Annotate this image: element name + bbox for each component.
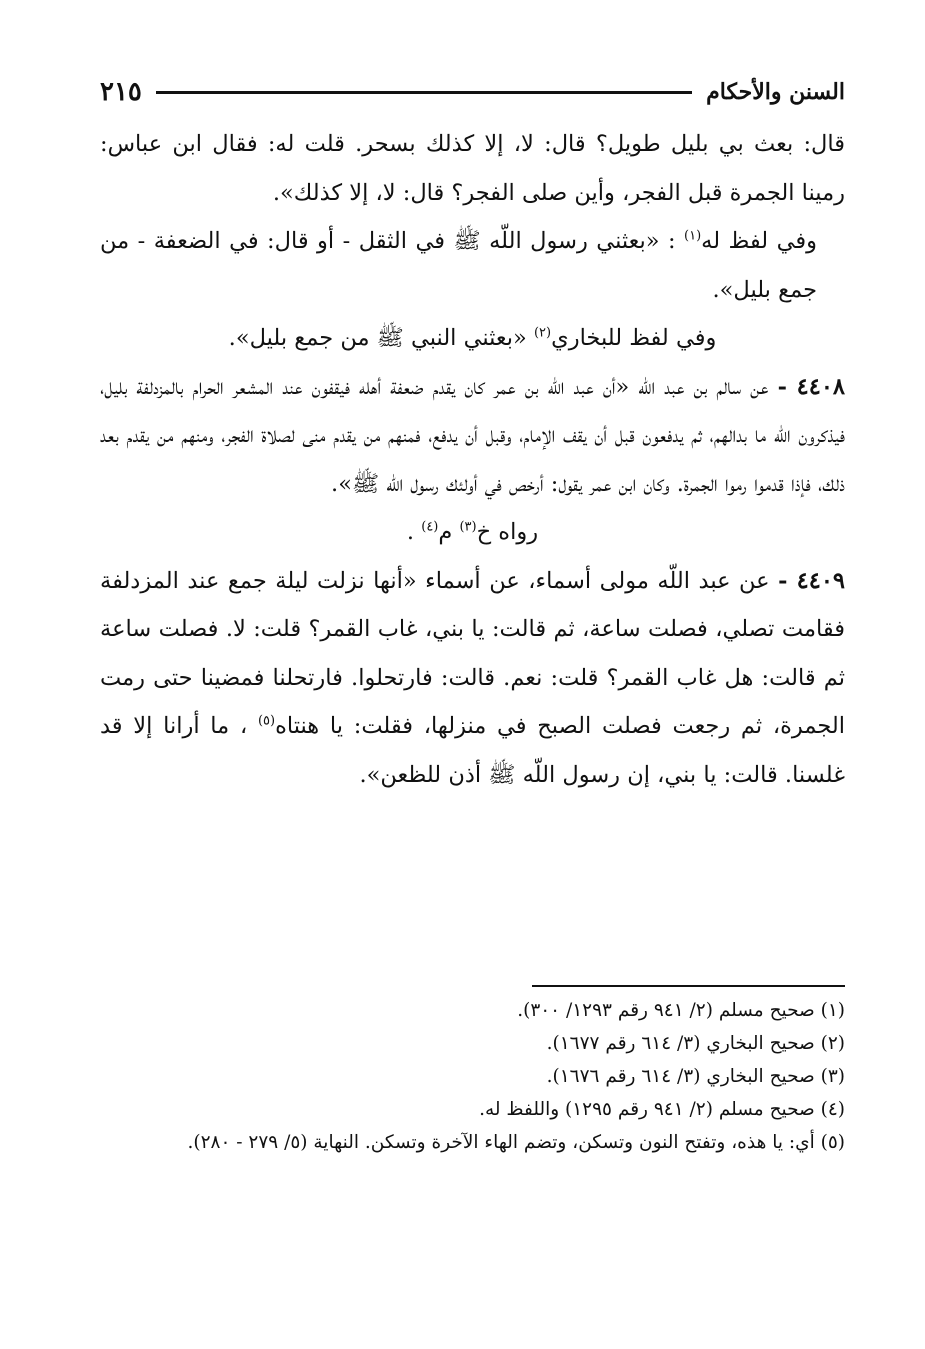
hadith-4409 (100, 557, 845, 800)
footnote-ref-1: (١) (684, 228, 702, 244)
hadith-text: عن عبد اللّه مولى أسماء، عن أسماء «أنها نزلت ليلة جمع عند المزدلفة فقامت تصلي، فصلت ساعة، ثم قالت: يا بني، غاب القمر؟ قلت: لا. فصلت ساعة ثم قالت: هل غاب القمر؟ قلت: نعم. قالت: فارتحلوا. فارتحلنا فمضينا حتى رمت الجمرة، ثم رجعت فصلت الصبح في منزلها، فقلت: يا هنتاه (100, 567, 845, 739)
footnote-ref-2: (٢) (533, 325, 552, 341)
footnote-ref-3: (٣) (459, 519, 477, 535)
header-rule (156, 91, 692, 94)
footnote-3: (٣) صحيح البخاري (٣/ ٦١٤ رقم ١٦٧٦). (546, 1066, 845, 1087)
footnote-1: (١) صحيح مسلم (٢/ ٩٤١ رقم ١٢٩٣/ ٣٠٠). (517, 1000, 845, 1021)
running-title: السنن والأحكام (706, 79, 845, 105)
hadith-text: عن سالم بن عبد اللّه «أن عبد اللّه بن عمر كان يقدم ضعفة أهله فيقفون عند المشعر الحرام بالمزدلفة بليل، فيذكرون اللّه ما بدالهم، ثم يدفعون قبل أن يقف الإمام، وقبل أن يدفع، فمنهم من يقدم منى لصلاة الفجر، ومنهم من يقدم بعد ذلك، فإذا قدموا رموا الجمرة. وكان ابن عمر يقول: أرخص في أولئك رسول اللّه ﷺ». (100, 373, 845, 497)
source-text: رواه خ (476, 519, 539, 545)
footnotes (100, 994, 845, 1159)
variant-intro: وفي لفظ للبخاري (551, 325, 717, 351)
hadith-text: ، ما أرانا إلا قد غلسنا. قالت: يا بني، إن رسول اللّه ﷺ أذن للظعن». (100, 713, 845, 788)
footnote-5: (٥) أي: يا هذه، وتفتح النون وتسكن، وتضم الهاء الآخرة وتسكن. النهاية (٥/ ٢٧٩ - ٢٨٠). (187, 1132, 845, 1153)
hadith-4408 (100, 363, 845, 509)
variant-intro: وفي لفظ له (701, 228, 817, 254)
footnote-4: (٤) صحيح مسلم (٢/ ٩٤١ رقم ١٢٩٥) واللفظ له. (479, 1099, 845, 1120)
source-text: م (438, 519, 460, 545)
footnote-ref-5: (٥) (257, 713, 276, 729)
variant-text: : «بعثني رسول اللّه ﷺ في الثقل - أو قال: في الضعفة - من جمع بليل». (100, 228, 817, 303)
hadith-4408-source (100, 508, 845, 557)
footnote-2: (٢) صحيح البخاري (٣/ ٦١٤ رقم ١٦٧٧). (546, 1033, 845, 1054)
paragraph-variant-muslim (100, 217, 845, 314)
footnote-separator (532, 985, 845, 987)
main-text (100, 120, 845, 799)
paragraph-continuation: قال: بعث بي بليل طويل؟ قال: لا، إلا كذلك بسحر. قلت له: فقال ابن عباس: رمينا الجمرة قبل الفجر، وأين صلى الفجر؟ قال: لا، إلا كذلك». (100, 131, 845, 206)
variant-text: «بعثني النبي ﷺ من جمع بليل». (228, 325, 534, 351)
source-text: . (406, 519, 422, 545)
footnote-ref-4: (٤) (421, 519, 439, 535)
hadith-number: ٤٤٠٩ - (778, 567, 846, 594)
page-number: ٢١٥ (100, 77, 142, 107)
hadith-number: ٤٤٠٨ - (777, 373, 845, 400)
page-header (100, 72, 845, 112)
paragraph-variant-bukhari (100, 314, 845, 363)
